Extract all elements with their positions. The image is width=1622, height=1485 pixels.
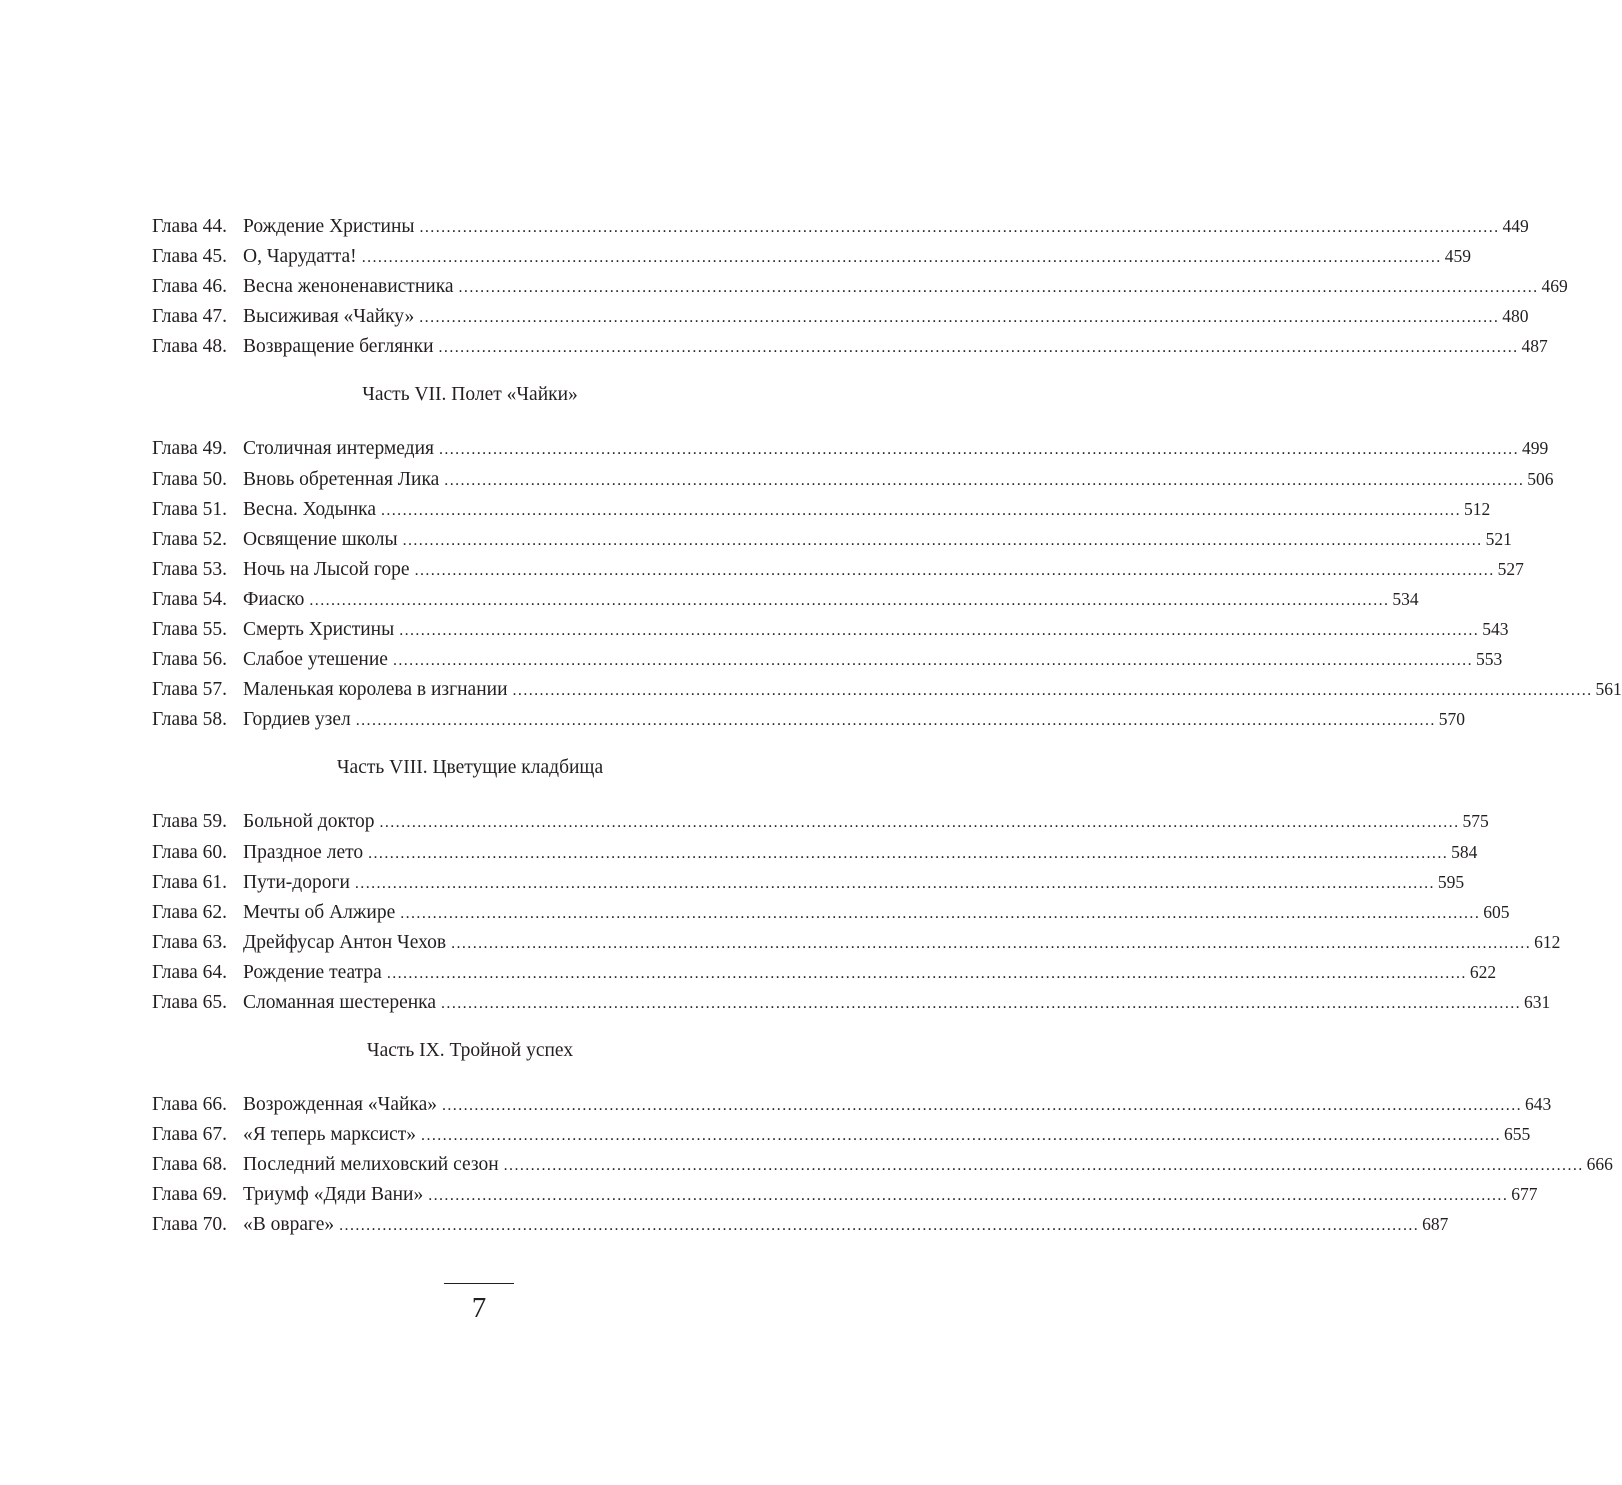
chapter-page-number: 612 bbox=[1534, 931, 1561, 952]
chapter-page-number: 643 bbox=[1525, 1094, 1552, 1115]
toc-entry bbox=[152, 867, 1465, 897]
chapter-number: Глава 51. bbox=[152, 498, 228, 520]
chapter-number: Глава 56. bbox=[152, 649, 228, 671]
dot-leader: ........................................................................................................................................................................................................ bbox=[399, 622, 1480, 640]
chapter-page-number: 655 bbox=[1504, 1124, 1531, 1145]
chapter-number: Глава 69. bbox=[152, 1184, 228, 1206]
chapter-title: Мечты об Алжире bbox=[243, 901, 396, 923]
dot-leader: ........................................................................................................................................................................................................ bbox=[379, 814, 1460, 832]
toc-entry bbox=[152, 494, 1491, 524]
chapter-title: Маленькая королева в изгнании bbox=[243, 679, 508, 701]
dot-leader: ........................................................................................................................................................................................................ bbox=[400, 904, 1481, 922]
chapter-title: Смерть Христины bbox=[243, 619, 395, 641]
toc-entry bbox=[152, 927, 1561, 957]
dot-leader: ........................................................................................................................................................................................................ bbox=[451, 934, 1532, 952]
dot-leader: ........................................................................................................................................................................................................ bbox=[355, 712, 1436, 730]
chapter-title: Весна женоненавистника bbox=[243, 276, 454, 298]
toc-entry bbox=[152, 241, 1471, 271]
part-heading: Часть VIII. Цветущие кладбища bbox=[336, 757, 604, 779]
chapter-page-number: 527 bbox=[1497, 558, 1524, 579]
chapter-number: Глава 61. bbox=[152, 871, 228, 893]
chapter-title: Столичная интермедия bbox=[243, 438, 434, 460]
chapter-number: Глава 54. bbox=[152, 588, 228, 610]
dot-leader: ........................................................................................................................................................................................................ bbox=[421, 1127, 1502, 1145]
chapter-title: Больной доктор bbox=[243, 811, 375, 833]
toc-entry bbox=[152, 331, 1548, 361]
toc-entry bbox=[152, 433, 1549, 463]
chapter-title: Освящение школы bbox=[243, 528, 398, 550]
toc-entry bbox=[152, 1209, 1449, 1239]
chapter-page-number: 575 bbox=[1462, 811, 1489, 832]
chapter-number: Глава 59. bbox=[152, 811, 228, 833]
dot-leader: ........................................................................................................................................................................................................ bbox=[419, 309, 1500, 327]
dot-leader: ........................................................................................................................................................................................................ bbox=[392, 652, 1473, 670]
toc-entry bbox=[152, 524, 1512, 554]
chapter-page-number: 631 bbox=[1524, 991, 1551, 1012]
chapter-title: Ночь на Лысой горе bbox=[243, 558, 410, 580]
toc-entry bbox=[152, 806, 1489, 836]
chapter-number: Глава 55. bbox=[152, 619, 228, 641]
toc-entry bbox=[152, 987, 1551, 1017]
chapter-number: Глава 50. bbox=[152, 468, 228, 490]
chapter-page-number: 605 bbox=[1483, 901, 1510, 922]
dot-leader: ........................................................................................................................................................................................................ bbox=[438, 441, 1519, 459]
chapter-number: Глава 64. bbox=[152, 961, 228, 983]
chapter-title: Вновь обретенная Лика bbox=[243, 468, 440, 490]
chapter-number: Глава 44. bbox=[152, 216, 228, 237]
chapter-title: Фиаско bbox=[243, 588, 305, 610]
dot-leader: ........................................................................................................................................................................................................ bbox=[428, 1187, 1509, 1205]
chapter-title: Возвращение беглянки bbox=[243, 336, 434, 358]
chapter-page-number: 622 bbox=[1469, 961, 1497, 982]
chapter-page-number: 543 bbox=[1482, 619, 1509, 640]
chapter-number: Глава 63. bbox=[152, 931, 228, 953]
folio-rule bbox=[444, 1283, 514, 1284]
dot-leader: ........................................................................................................................................................................................................ bbox=[361, 249, 1442, 267]
chapter-page-number: 570 bbox=[1438, 709, 1465, 730]
page-number: 7 bbox=[471, 1292, 487, 1324]
chapter-title: Слабое утешение bbox=[243, 649, 388, 671]
toc-entry bbox=[152, 301, 1529, 331]
chapter-title: Дрейфусар Антон Чехов bbox=[243, 931, 447, 953]
chapter-page-number: 584 bbox=[1451, 841, 1478, 862]
toc-entry bbox=[152, 584, 1419, 614]
chapter-page-number: 521 bbox=[1485, 528, 1512, 549]
toc-entry bbox=[152, 897, 1510, 927]
chapter-title: Рождение Христины bbox=[243, 216, 415, 237]
dot-leader: ........................................................................................................................................................................................................ bbox=[444, 471, 1525, 489]
part-heading: Часть VII. Полет «Чайки» bbox=[362, 384, 578, 406]
chapter-title: Триумф «Дяди Вани» bbox=[243, 1184, 424, 1206]
chapter-page-number: 480 bbox=[1502, 306, 1529, 327]
table-of-contents bbox=[152, 211, 1622, 1240]
chapter-title: Весна. Ходынка bbox=[243, 498, 376, 520]
dot-leader: ........................................................................................................................................................................................................ bbox=[458, 279, 1539, 297]
chapter-page-number: 687 bbox=[1422, 1214, 1449, 1235]
chapter-page-number: 487 bbox=[1521, 336, 1548, 357]
chapter-title: Высиживая «Чайку» bbox=[243, 306, 415, 328]
chapter-page-number: 506 bbox=[1527, 468, 1554, 489]
toc-entry bbox=[152, 1179, 1538, 1209]
chapter-number: Глава 57. bbox=[152, 679, 228, 701]
dot-leader: ........................................................................................................................................................................................................ bbox=[512, 682, 1593, 700]
toc-entry bbox=[152, 674, 1622, 704]
chapter-number: Глава 70. bbox=[152, 1214, 228, 1236]
dot-leader: ........................................................................................................................................................................................................ bbox=[442, 1097, 1522, 1115]
dot-leader: ........................................................................................................................................................................................................ bbox=[419, 219, 1500, 236]
dot-leader: ........................................................................................................................................................................................................ bbox=[354, 874, 1435, 892]
chapter-title: Гордиев узел bbox=[243, 709, 351, 731]
chapter-number: Глава 48. bbox=[152, 336, 228, 358]
dot-leader: ........................................................................................................................................................................................................ bbox=[503, 1157, 1584, 1175]
chapter-number: Глава 53. bbox=[152, 558, 228, 580]
toc-entry bbox=[152, 1119, 1531, 1149]
chapter-number: Глава 66. bbox=[152, 1094, 228, 1116]
toc-entry bbox=[152, 1149, 1613, 1179]
toc-entry bbox=[152, 271, 1568, 301]
toc-entry bbox=[152, 957, 1497, 987]
toc-entry bbox=[152, 554, 1524, 584]
chapter-page-number: 459 bbox=[1444, 246, 1471, 267]
toc-entry bbox=[152, 704, 1465, 734]
chapter-number: Глава 52. bbox=[152, 528, 228, 550]
chapter-page-number: 553 bbox=[1475, 649, 1503, 670]
toc-entry bbox=[152, 1089, 1552, 1119]
chapter-title: Последний мелиховский сезон bbox=[243, 1154, 499, 1176]
chapter-number: Глава 58. bbox=[152, 709, 228, 731]
dot-leader: ........................................................................................................................................................................................................ bbox=[368, 844, 1449, 862]
dot-leader: ........................................................................................................................................................................................................ bbox=[402, 531, 1483, 549]
chapter-title: Праздное лето bbox=[243, 841, 364, 863]
toc-entry bbox=[152, 644, 1503, 674]
chapter-number: Глава 45. bbox=[152, 246, 228, 268]
chapter-title: «В овраге» bbox=[243, 1214, 335, 1236]
toc-entry bbox=[152, 464, 1554, 494]
chapter-number: Глава 67. bbox=[152, 1124, 228, 1146]
toc-entry bbox=[152, 211, 1529, 241]
chapter-page-number: 677 bbox=[1511, 1184, 1538, 1205]
chapter-number: Глава 47. bbox=[152, 306, 228, 328]
part-heading: Часть IX. Тройной успех bbox=[366, 1040, 574, 1062]
chapter-title: О, Чарудатта! bbox=[243, 246, 357, 268]
chapter-page-number: 499 bbox=[1521, 438, 1549, 459]
chapter-title: Рождение театра bbox=[243, 961, 382, 983]
chapter-number: Глава 49. bbox=[152, 438, 228, 460]
chapter-title: Пути-дороги bbox=[243, 871, 350, 893]
dot-leader: ........................................................................................................................................................................................................ bbox=[414, 561, 1495, 579]
chapter-page-number: 666 bbox=[1586, 1154, 1613, 1175]
chapter-number: Глава 68. bbox=[152, 1154, 228, 1176]
toc-entry bbox=[152, 614, 1509, 644]
chapter-number: Глава 46. bbox=[152, 276, 228, 298]
chapter-number: Глава 62. bbox=[152, 901, 228, 923]
chapter-page-number: 534 bbox=[1392, 588, 1419, 609]
chapter-title: «Я теперь марксист» bbox=[243, 1124, 417, 1146]
chapter-page-number: 469 bbox=[1541, 276, 1568, 297]
chapter-title: Возрожденная «Чайка» bbox=[243, 1094, 437, 1116]
chapter-page-number: 449 bbox=[1502, 216, 1529, 236]
dot-leader: ........................................................................................................................................................................................................ bbox=[309, 591, 1390, 609]
toc-entry bbox=[152, 837, 1478, 867]
chapter-page-number: 561 bbox=[1595, 679, 1622, 700]
chapter-page-number: 512 bbox=[1463, 498, 1491, 519]
dot-leader: ........................................................................................................................................................................................................ bbox=[438, 339, 1519, 357]
dot-leader: ........................................................................................................................................................................................................ bbox=[339, 1217, 1420, 1235]
dot-leader: ........................................................................................................................................................................................................ bbox=[380, 501, 1461, 519]
chapter-number: Глава 60. bbox=[152, 841, 228, 863]
dot-leader: ........................................................................................................................................................................................................ bbox=[441, 994, 1522, 1012]
chapter-number: Глава 65. bbox=[152, 991, 228, 1013]
chapter-page-number: 595 bbox=[1437, 871, 1465, 892]
dot-leader: ........................................................................................................................................................................................................ bbox=[386, 964, 1467, 982]
chapter-title: Сломанная шестеренка bbox=[243, 991, 437, 1013]
